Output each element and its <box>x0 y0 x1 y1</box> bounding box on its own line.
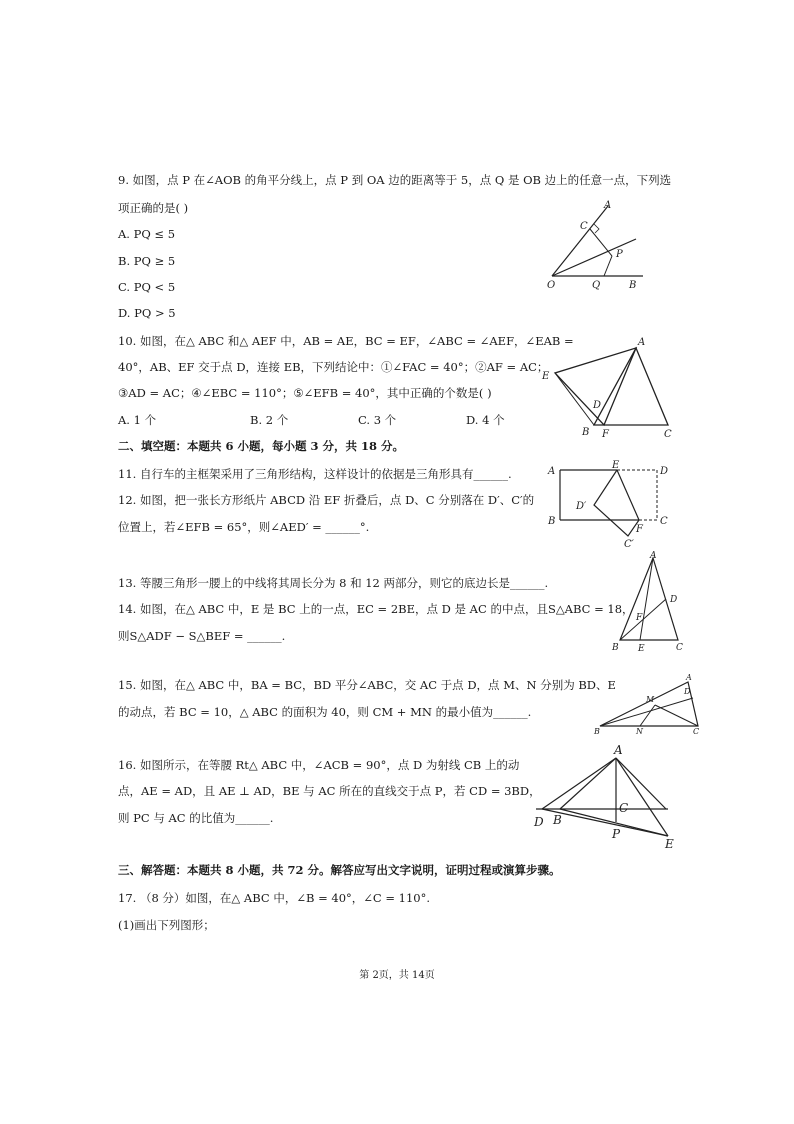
q14-figure <box>608 548 688 656</box>
q11-stem: 11. 自行车的主框架采用了三角形结构，这样设计的依据是三角形具有______. <box>118 467 512 481</box>
q10-stem-line2: 40°，AB、EF 交于点 D，连接 EB，下列结论中：①∠FAC = 40°；②AF = AC； <box>118 360 549 374</box>
q17-stem-line1: 17. （8 分）如图，在△ ABC 中，∠B = 40°，∠C = 110°. <box>118 891 430 905</box>
q16-stem-line1: 16. 如图所示，在等腰 Rt△ ABC 中，∠ACB = 90°，点 D 为射线 CB 上的动 <box>118 758 520 772</box>
q14-label-d: D <box>670 595 678 605</box>
q16-label-a: A <box>614 743 623 757</box>
q16-stem-line3: 则 PC 与 AC 的比值为______. <box>118 811 274 825</box>
q14-label-e: E <box>638 644 645 654</box>
q9-stem-line2: 项正确的是( ) <box>118 201 189 215</box>
q16-label-d: D <box>534 815 544 829</box>
q15-figure <box>590 668 702 738</box>
page-footer: 第 2页，共 14页 <box>359 970 435 981</box>
q9-label-p: P <box>616 249 623 260</box>
q15-label-c: C <box>693 727 700 736</box>
q10-label-c: C <box>664 429 672 440</box>
q12-figure <box>542 460 677 550</box>
q15-stem-line2: 的动点，若 BC = 10，△ ABC 的面积为 40，则 CM + MN 的最小值为______. <box>118 705 532 719</box>
q17-stem-line2: (1)画出下列图形； <box>118 918 215 932</box>
q15-label-m: M <box>646 695 655 704</box>
q16-label-e: E <box>665 837 674 851</box>
q16-label-b: B <box>553 813 562 827</box>
q12-label-c: C <box>660 516 668 527</box>
q15-label-a: A <box>686 673 692 682</box>
q12-label-cprime: C′ <box>624 539 634 550</box>
q10-label-a: A <box>638 337 646 348</box>
q10-option-b: B. 2 个 <box>250 413 289 427</box>
section3-heading: 三、解答题：本题共 8 小题，共 72 分。解答应写出文字说明，证明过程或演算步骤。 <box>118 863 561 877</box>
q12-label-b: B <box>548 516 556 527</box>
q12-label-f: F <box>636 524 643 535</box>
section2-heading: 二、填空题：本题共 6 小题，每小题 3 分，共 18 分。 <box>118 439 405 453</box>
q12-label-dprime: D′ <box>576 501 587 512</box>
q14-stem-line1: 14. 如图，在△ ABC 中，E 是 BC 上的一点，EC = 2BE，点 D 是 AC 的中点，且S△ABC = 18， <box>118 602 634 616</box>
q10-label-f: F <box>602 429 609 440</box>
q14-label-a: A <box>650 551 657 561</box>
q10-label-e: E <box>542 371 550 382</box>
q10-option-d: D. 4 个 <box>466 413 505 427</box>
q9-option-c: C. PQ < 5 <box>118 280 176 294</box>
q9-label-q: Q <box>592 280 601 291</box>
q12-label-e: E <box>612 460 620 471</box>
q15-label-d: D <box>684 687 691 696</box>
q12-stem-line2: 位置上，若∠EFB = 65°，则∠AED′ = ______°. <box>118 520 370 534</box>
q9-option-b: B. PQ ≥ 5 <box>118 254 176 268</box>
q13-stem: 13. 等腰三角形一腰上的中线将其周长分为 8 和 12 两部分，则它的底边长是______. <box>118 576 549 590</box>
q9-option-a: A. PQ ≤ 5 <box>118 227 176 241</box>
q9-option-d: D. PQ > 5 <box>118 306 176 320</box>
q14-stem-line2: 则S△ADF − S△BEF = ______. <box>118 629 286 643</box>
q16-figure <box>528 740 688 855</box>
q9-label-a: A <box>604 200 612 211</box>
q9-label-b: B <box>629 280 637 291</box>
q14-label-c: C <box>676 643 683 653</box>
q14-label-f: F <box>636 613 643 623</box>
q10-stem-line3: ③AD = AC；④∠EBC = 110°；⑤∠EFB = 40°，其中正确的个数是( ) <box>118 386 492 400</box>
q9-label-c: C <box>580 221 588 232</box>
q15-stem-line1: 15. 如图，在△ ABC 中，BA = BC，BD 平分∠ABC，交 AC 于点 D，点 M、N 分别为 BD、E <box>118 678 616 692</box>
q10-label-d: D <box>593 400 602 411</box>
q16-label-c: C <box>619 801 629 815</box>
q10-figure <box>538 333 678 441</box>
q12-label-a: A <box>548 466 556 477</box>
q10-label-b: B <box>582 427 590 438</box>
q10-option-c: C. 3 个 <box>358 413 397 427</box>
q9-label-o: O <box>547 280 556 291</box>
q14-label-b: B <box>612 643 619 653</box>
q16-label-p: P <box>612 827 621 841</box>
q10-option-a: A. 1 个 <box>118 413 157 427</box>
q12-label-d: D <box>660 466 669 477</box>
q9-figure <box>540 196 650 292</box>
q12-stem-line1: 12. 如图，把一张长方形纸片 ABCD 沿 EF 折叠后，点 D、C 分别落在 D′、C′的 <box>118 493 535 507</box>
q15-label-n: N <box>636 727 643 736</box>
q9-stem-line1: 9. 如图，点 P 在∠AOB 的角平分线上，点 P 到 OA 边的距离等于 5，点 Q 是 OB 边上的任意一点，下列选 <box>118 173 672 187</box>
q10-stem-line1: 10. 如图，在△ ABC 和△ AEF 中，AB = AE，BC = EF，∠ABC = ∠AEF，∠EAB = <box>118 334 574 348</box>
q15-label-b: B <box>594 727 600 736</box>
q16-stem-line2: 点，AE = AD，且 AE ⊥ AD，BE 与 AC 所在的直线交于点 P，若 CD = 3BD， <box>118 784 541 798</box>
